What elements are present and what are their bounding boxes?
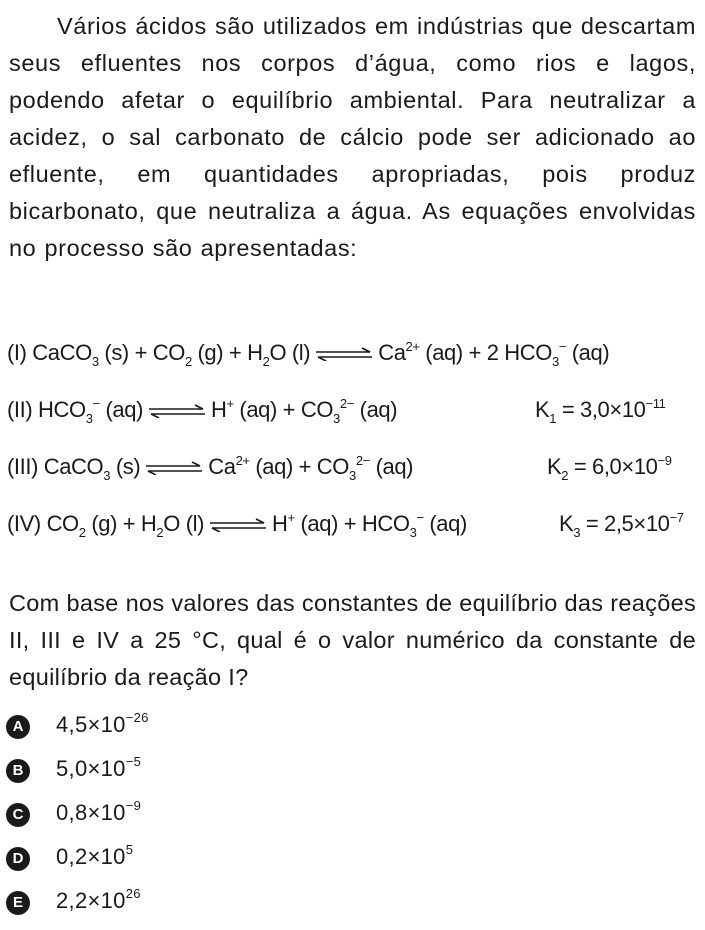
eq2-co: CO <box>300 397 334 422</box>
eq1-o: O <box>269 340 287 365</box>
intro-paragraph <box>9 8 696 267</box>
eq1-sub: 3 <box>551 354 559 369</box>
k-value: = 6,0×10 <box>573 454 658 479</box>
eq4-hco: HCO <box>361 511 410 536</box>
eq4-sub: 2 <box>78 525 86 540</box>
eq2-state: (aq) <box>239 397 277 422</box>
equation-1 <box>7 339 610 369</box>
option-exponent: −9 <box>125 798 142 813</box>
eq2-h: H <box>211 397 227 422</box>
eq2-state: (aq) <box>105 397 143 422</box>
eq4-state: (g) <box>91 511 118 536</box>
eq4-plus: + <box>343 511 357 536</box>
option-letter-badge: E <box>6 891 30 915</box>
equilibrium-arrow-icon <box>314 347 374 361</box>
eq2-plus: + <box>282 397 296 422</box>
option-value <box>56 756 141 782</box>
eq4-label: (IV) <box>7 511 41 536</box>
eq1-state: (l) <box>291 340 311 365</box>
option-value <box>56 888 141 914</box>
eq3-constant <box>547 453 672 483</box>
eq2-sup: − <box>92 396 100 411</box>
eq1-state: (s) <box>104 340 129 365</box>
equilibrium-arrow-icon <box>208 518 268 532</box>
k-exponent: −11 <box>645 396 666 411</box>
eq4-sup: − <box>416 510 424 525</box>
eq2-sub: 3 <box>85 411 93 426</box>
eq1-co: CO <box>152 340 185 365</box>
equation-3 <box>7 453 697 483</box>
eq1-plus: + <box>134 340 148 365</box>
equilibrium-arrow-icon <box>147 404 207 418</box>
eq1-state: (aq) <box>425 340 463 365</box>
k-exponent: −7 <box>669 510 684 525</box>
eq3-sup: 2− <box>355 453 370 468</box>
eq2-constant <box>535 396 666 426</box>
eq3-caco: CaCO <box>43 454 104 479</box>
option-exponent: −5 <box>125 754 142 769</box>
eq3-label: (III) <box>7 454 38 479</box>
eq4-state: (l) <box>185 511 205 536</box>
option-mantissa: 5,0×10 <box>56 756 126 781</box>
eq3-sub: 3 <box>348 468 356 483</box>
k-name: K <box>535 397 550 422</box>
eq4-h-ion: H <box>272 511 288 536</box>
equilibrium-arrow-icon <box>144 461 204 475</box>
option-value <box>56 844 133 870</box>
eq1-ca: Ca <box>378 340 406 365</box>
equation-2 <box>7 396 697 426</box>
k-exponent: −9 <box>657 453 672 468</box>
eq4-constant <box>559 510 684 540</box>
eq4-sub: 2 <box>156 525 164 540</box>
eq4-h: H <box>140 511 157 536</box>
eq3-sup: 2+ <box>235 453 250 468</box>
eq1-label: (I) <box>7 340 27 365</box>
option-letter-badge: C <box>6 803 30 827</box>
k-value: = 3,0×10 <box>561 397 646 422</box>
eq3-state: (s) <box>115 454 141 479</box>
eq1-caco: CaCO <box>32 340 92 365</box>
eq1-state: (aq) <box>571 340 610 365</box>
eq2-label: (II) <box>7 397 33 422</box>
option-exponent: 26 <box>125 886 141 901</box>
eq4-plus: + <box>122 511 136 536</box>
question-text: Com base nos valores das constantes de equilíbrio das reações II, III e IV a 25 °C, qual é o valor numérico da constante de equilíbrio da reação I? <box>9 590 696 690</box>
eq2-hco: HCO <box>38 397 86 422</box>
k-name: K <box>559 511 574 536</box>
eq1-sub: 2 <box>262 354 270 369</box>
eq3-co: CO <box>316 454 349 479</box>
option-mantissa: 0,8×10 <box>56 800 126 825</box>
eq4-o: O <box>163 511 180 536</box>
option-letter-badge: B <box>6 759 30 783</box>
eq1-sub: 3 <box>91 354 99 369</box>
eq3-sub: 3 <box>103 468 111 483</box>
option-mantissa: 0,2×10 <box>56 844 126 869</box>
option-value <box>56 712 149 738</box>
eq1-sub: 2 <box>184 354 192 369</box>
eq3-ca: Ca <box>208 454 236 479</box>
option-mantissa: 2,2×10 <box>56 888 126 913</box>
k-sub: 1 <box>549 411 557 426</box>
eq1-h: H <box>247 340 263 365</box>
eq1-sup: 2+ <box>405 339 420 354</box>
k-value: = 2,5×10 <box>585 511 670 536</box>
eq4-sub: 3 <box>409 525 417 540</box>
option-letter-badge: A <box>6 715 30 739</box>
k-sub: 3 <box>573 525 581 540</box>
eq3-plus: + <box>298 454 312 479</box>
eq1-hco: 2 HCO <box>486 340 552 365</box>
option-exponent: −26 <box>125 710 149 725</box>
eq4-state: (aq) <box>300 511 338 536</box>
eq1-sup: − <box>558 339 567 354</box>
option-letter-badge: D <box>6 847 30 871</box>
eq3-state: (aq) <box>375 454 414 479</box>
eq2-sup: + <box>226 396 234 411</box>
k-sub: 2 <box>561 468 569 483</box>
eq1-state: (g) <box>197 340 224 365</box>
option-mantissa: 4,5×10 <box>56 712 126 737</box>
eq2-state: (aq) <box>359 397 398 422</box>
eq4-co: CO <box>46 511 79 536</box>
eq4-state: (aq) <box>429 511 467 536</box>
eq3-state: (aq) <box>255 454 293 479</box>
option-value <box>56 800 141 826</box>
eq2-sup: 2− <box>339 396 354 411</box>
eq4-sup: + <box>287 510 295 525</box>
equation-4 <box>7 510 697 540</box>
eq1-plus: + <box>468 340 481 365</box>
eq2-sub: 3 <box>333 411 340 426</box>
option-exponent: 5 <box>125 842 134 857</box>
intro-text: Vários ácidos são utilizados em indústrias que descartam seus efluentes nos corpos d’água, como rios e lagos, podendo afetar o equilíbrio ambiental. Para neutralizar a acidez, o sal carbonato de cálcio pode ser adicionado ao efluente, em quantidades apropriadas, pois produz bicarbonato, que neutraliza a água. As equações envolvidas no processo são apresentadas: <box>9 13 696 261</box>
eq1-plus: + <box>228 340 242 365</box>
k-name: K <box>547 454 562 479</box>
